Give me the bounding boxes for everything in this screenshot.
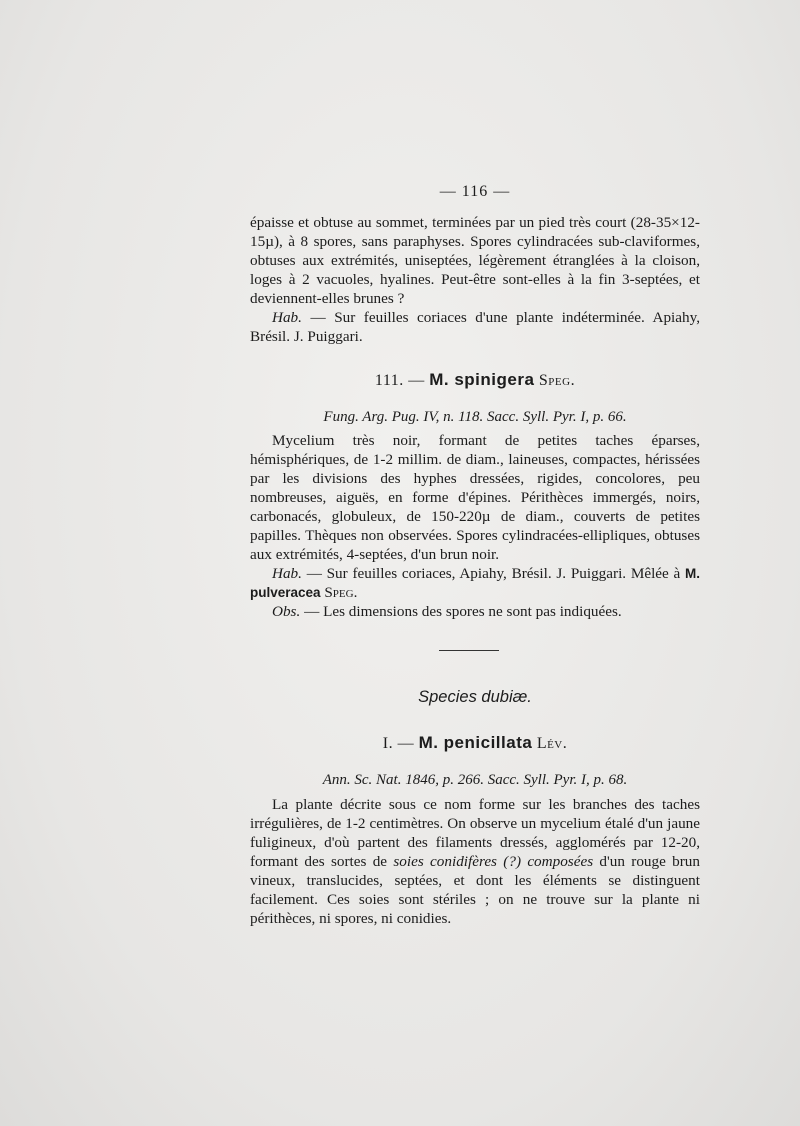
obs-label: Obs. bbox=[272, 603, 301, 620]
species-111-reference: Fung. Arg. Pug. IV, n. 118. Sacc. Syll. Pyr. I, p. 66. bbox=[323, 409, 627, 425]
species-I-heading bbox=[250, 733, 700, 753]
species-111-observation bbox=[250, 602, 700, 621]
desc-italic: soies conidifères (?) composées bbox=[393, 853, 594, 870]
section-divider bbox=[439, 650, 499, 651]
hab-label: Hab. bbox=[272, 309, 302, 326]
species-111-description: Mycelium très noir, formant de petites taches éparses, hémisphériques, de 1-2 millim. de diam., laineuses, compactes, hérissées par les divisions des hyphes dressées, rigides, concolores, peu nombreuses, aiguës, en forme d'épines. Périthèces immergés, noirs, carbonacés, globuleux, de 150-220µ de diam., couverts de petites papilles. Thèques non observées. Spores cylindracées-ellipliques, obtuses aux extrémités, 4-septées, d'un brun noir. bbox=[250, 432, 700, 563]
section-title: Species dubiæ. bbox=[418, 688, 532, 706]
species-number: 111. — bbox=[374, 372, 430, 389]
intro-paragraph: épaisse et obtuse au sommet, terminées par un pied très court (28-35×12-15µ), à 8 spores, sans paraphyses. Spores cylindracées sub-claviformes, obtuses aux extrémités, uniseptées, légèrement étranglées à la cloison, loges à 2 vacuoles, hyalines. Peut-être sont-elles à la fin 3-septées, et deviennent-elles brunes ? bbox=[250, 214, 700, 307]
species-111-habitat bbox=[250, 564, 700, 602]
species-number: I. — bbox=[382, 735, 419, 752]
obs-text: — Les dimensions des spores ne sont pas indiquées. bbox=[300, 603, 622, 620]
species-author: Speg. bbox=[534, 372, 576, 389]
hab-text: — Sur feuilles coriaces d'une plante indéterminée. Apiahy, Brésil. J. Puiggari. bbox=[250, 309, 700, 345]
hab-species: M. pulveracea bbox=[250, 566, 700, 600]
hab-label: Hab. bbox=[272, 565, 302, 582]
species-name: M. penicillata bbox=[418, 733, 533, 752]
page-number: — 116 — bbox=[439, 183, 511, 200]
intro-block bbox=[250, 213, 700, 346]
hab-author: Speg. bbox=[320, 584, 358, 601]
desc-part-2: d'un rouge brun vineux, translucides, septées, et dont les éléments se distinguent facilement. Ces soies sont stériles ; on ne trouve sur la plante ni périthèces, ni spores, ni conidies. bbox=[250, 853, 700, 927]
species-I-reference: Ann. Sc. Nat. 1846, p. 266. Sacc. Syll. Pyr. I, p. 68. bbox=[322, 772, 628, 788]
species-author: Lév. bbox=[532, 735, 568, 752]
species-I-description bbox=[250, 795, 700, 928]
hab-text: — Sur feuilles coriaces, Apiahy, Brésil. J. Puiggari. Mêlée à bbox=[301, 565, 685, 582]
species-name: M. spinigera bbox=[429, 370, 535, 389]
species-111-body bbox=[250, 431, 700, 621]
species-111-heading bbox=[250, 370, 700, 390]
desc-part-1: La plante décrite sous ce nom forme sur les branches des taches irrégulières, de 1-2 centimètres. On observe un mycelium étalé d'un jaune fuligineux, d'où partent des filaments dressés, agglomérés par 12-20, formant des sortes de bbox=[250, 796, 700, 870]
species-I-body bbox=[250, 795, 700, 928]
intro-habitat bbox=[250, 308, 700, 346]
